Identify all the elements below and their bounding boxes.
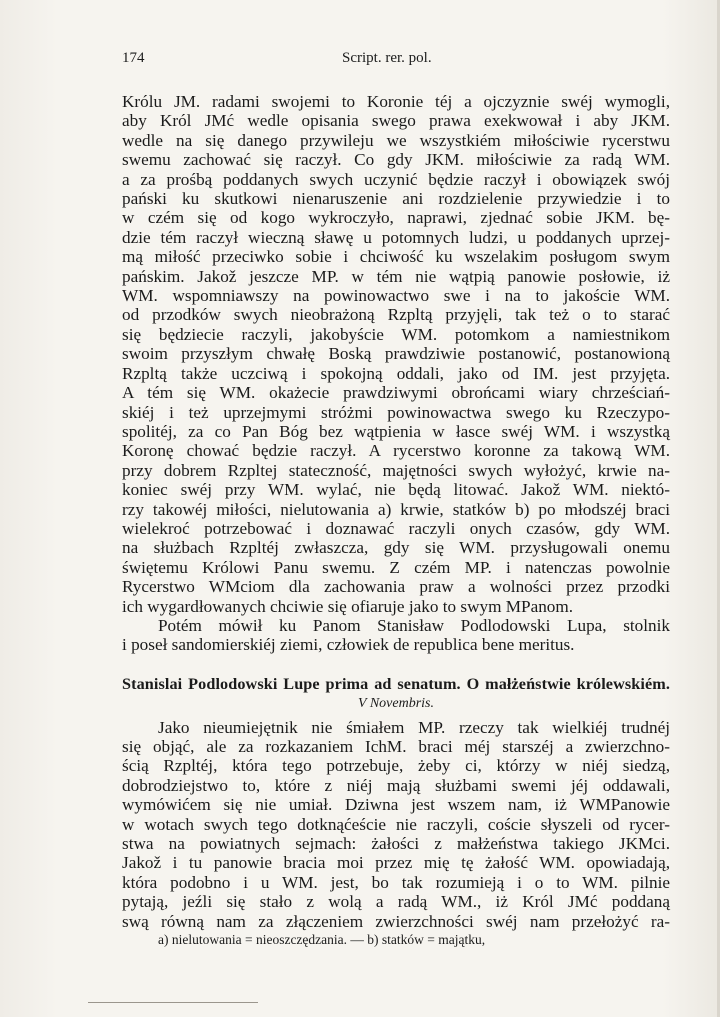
text-line: dobrodziejstwo to, które z niéj mają służbami swemi jéj oddawali, [122, 775, 670, 795]
text-line: świętemu Królowi Panu swemu. Z czém MP. i natenczas powolnie [122, 557, 670, 577]
text-line: Rzpltą także uczciwą i spokojną oddali, jako od IM. jest przyjęta. [122, 363, 670, 383]
text-line: swoim przyszłym chwałę Boską prawdziwie postanowić, postanowioną [122, 344, 670, 364]
footnotes: a) nielutowania = nieoszczędzania. — b) statków = majątku, [158, 932, 486, 948]
text-line: Jako nieumiejętnik nie śmiałem MP. rzeczy tak wielkiéj trudnéj [158, 717, 670, 737]
page-header [122, 50, 662, 74]
text-line: A tém się WM. okażecie prawdziwymi obrońcami wiary chrześciań- [122, 383, 670, 403]
text-line: się objąć, ale za rozkazaniem IchM. braci méj starszéj a zwierzchno- [122, 737, 670, 756]
text-line: stwa na powiatnych sejmach: żałości z małżeństwa takiego JKMci. [122, 834, 670, 854]
text-line: i poseł sandomierskiéj ziemi, człowiek de republica bene meritus. [122, 635, 575, 655]
paragraph-speech-start [122, 718, 670, 931]
text-line: aby Król JMć wedle opisania swego prawa exekwował i aby JKM. [122, 111, 670, 131]
page-number: 174 [122, 50, 145, 66]
text-line: ścią Rzpltéj, która tego potrzebuje, żeby ci, którzy w niéj siedzą, [122, 756, 670, 776]
text-line: skiéj i też uprzejmymi stróżmi powinowactwa swego ku Rzeczypo- [122, 402, 670, 422]
running-title: Script. rer. pol. [342, 50, 432, 66]
section-heading: Stanislai Podlodowski Lupe prima ad senatum. O małżeństwie królewskiém. [122, 674, 670, 693]
text-line: która podobno i u WM. jest, bo tak rozumieją i o to WM. pilnie [122, 872, 670, 892]
text-line: swą równą nam za złączeniem zwierzchności swéj nam przełożyć ra- [122, 911, 670, 931]
body-text [122, 92, 670, 949]
text-line: pytają, jeźli się stało z wolą a radą WM., iż Król JMć poddaną [122, 892, 670, 912]
scan-mark [88, 1002, 258, 1003]
text-line: spolitéj, za co Pan Bóg bez wątpienia w łasce swéj WM. i wszystką [122, 421, 670, 441]
text-line: pańskim. Jakož jeszcze MP. w tém nie wątpią panowie posłowie, iż [122, 266, 670, 286]
text-line: Koronę chować będzie raczył. A rycerstwo koronne za takową WM. [122, 441, 670, 461]
text-line: Rycerstwo WMciom dla zachowania praw a wolności przez przodki [122, 577, 670, 597]
text-line: mą miłość przeciwko sobie i chciwość ku wszelakim posługom swym [122, 247, 670, 267]
paragraph-speech-end [122, 92, 670, 616]
text-line: od przodków swych nieobrażoną Rzpltą przyjęli, tak też o to starać [122, 305, 670, 325]
text-line: Potém mówił ku Panom Stanisław Podlodowski Lupa, stolnik [158, 615, 670, 635]
text-line: dzie tém raczył wieczną sławę u potomnych ludzi, u poddanych uprzej- [122, 227, 670, 247]
text-line: przy dobrem Rzpltej stateczność, majętności swych wyłożyć, krwie na- [122, 460, 670, 480]
paragraph-introduction [122, 616, 670, 655]
text-line: swemu zachować się raczył. Co gdy JKM. miłościwie za radą WM. [122, 150, 670, 170]
text-line: koniec swéj przy WM. wylać, nie będą litować. Jakož WM. niektó- [122, 480, 670, 500]
text-line: w wotach swych tego dotknąćeście nie raczyli, coście słyszeli od rycer- [122, 814, 670, 834]
text-line: WM. wspomniawszy na powinowactwo swe i na to jakoście WM. [122, 286, 670, 306]
text-line: w czém się od kogo wykroczyło, naprawi, zjednać sobie JKM. bę- [122, 208, 670, 228]
text-line: ich wygardłowanych chciwie się ofiaruje jako to swym MPanom. [122, 596, 574, 616]
text-line: na służbach Rzpltéj zwłaszcza, gdy się WM. przysługowali onemu [122, 538, 670, 558]
text-line: wielekroć potrzebować i doznawać raczyli onych czasów, gdy WM. [122, 518, 670, 538]
text-line: się będziecie raczyli, jakobyście WM. potomkom a namiestnikom [122, 324, 670, 344]
text-line: pański ku skutkowi nienaruszenie ani rozdzielenie przywiedzie i to [122, 189, 670, 209]
text-line: wedle na się danego przywileju we wszystkiém miłościwie rycerstwu [122, 130, 670, 150]
section-date: V Novembris. [358, 696, 434, 712]
text-line: Jakož i tu panowie bracia moi przez mię tę żałość WM. opowiadają, [122, 853, 670, 873]
text-line: wymówićem się nie umiał. Dziwna jest wszem nam, iż WMPanowie [122, 795, 670, 815]
text-line: a za prośbą poddanych swych uczynić będzie raczył i obowiązek swój [122, 169, 670, 189]
text-line: Królu JM. radami swojemi to Koronie téj a ojczyznie swéj wymogli, [122, 92, 670, 111]
text-line: rzy takowéj miłości, nielutowania a) krwie, statków b) po młodszéj braci [122, 499, 670, 519]
